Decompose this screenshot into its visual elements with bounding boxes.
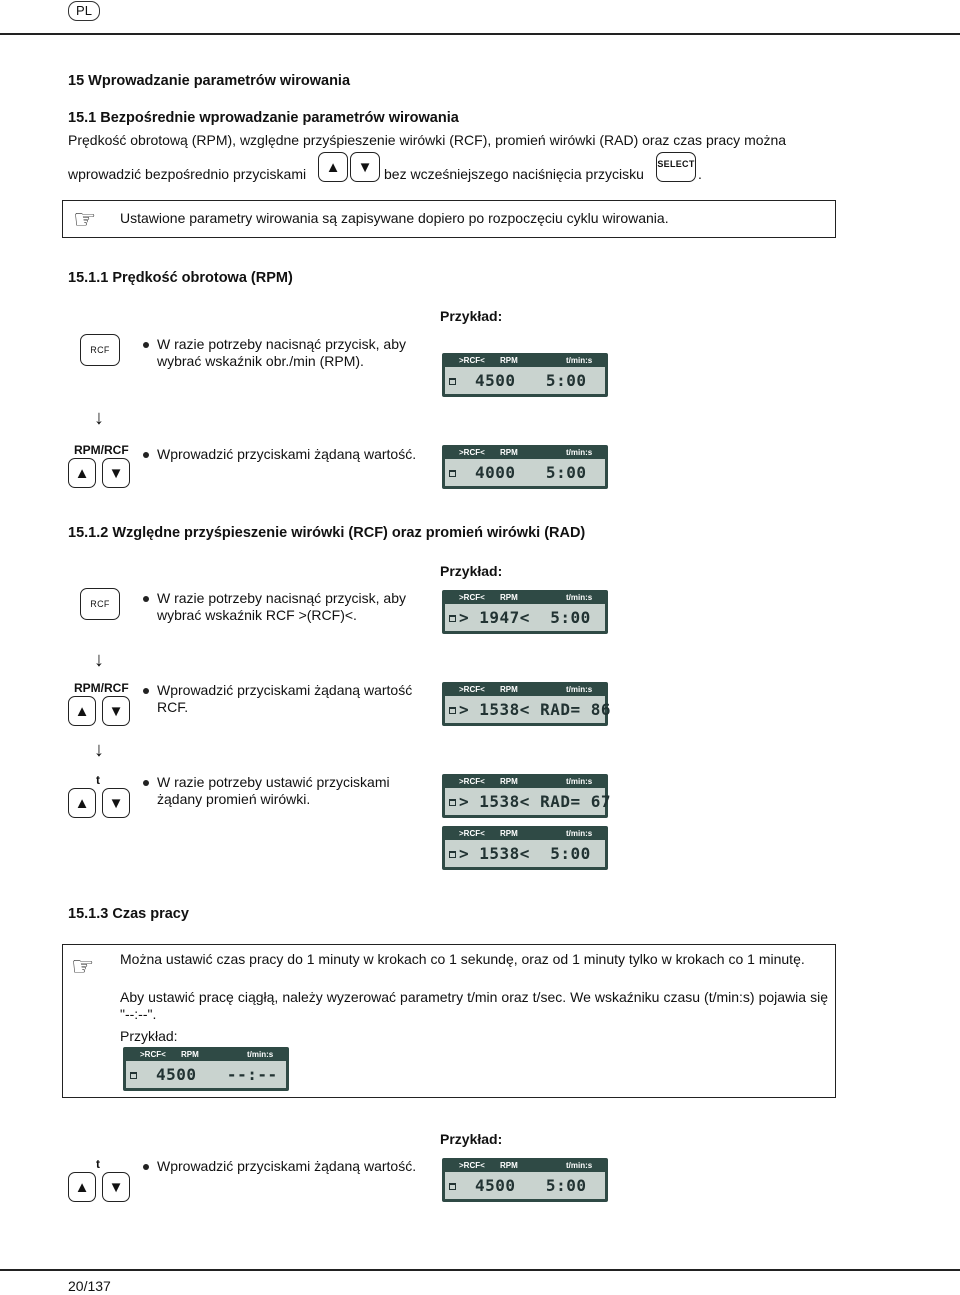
- step-select-rpm: W razie potrzeby nacisnąć przycisk, aby wybrać wskaźnik obr./min (RPM).: [157, 336, 427, 370]
- example-label: Przykład:: [440, 563, 503, 579]
- display-rpm-4500: [442, 353, 608, 397]
- lcd-value: 4500 5:00: [475, 1176, 587, 1195]
- lcd-rpm-header: RPM: [181, 1050, 199, 1059]
- up-arrow-icon: ▲: [325, 158, 341, 176]
- lcd-rcf-header: >RCF<: [459, 593, 485, 602]
- lcd-rcf-header: >RCF<: [459, 685, 485, 694]
- lcd-rcf-header: >RCF<: [459, 356, 485, 365]
- rotor-icon: [449, 799, 456, 806]
- pointing-hand-icon: ☞: [71, 951, 95, 981]
- lcd-value: > 1947< 5:00: [459, 608, 591, 627]
- lcd-time-header: t/min:s: [566, 356, 593, 365]
- up-arrow-icon: ▲: [74, 1178, 90, 1196]
- subsection-title: 15.1 Bezpośrednie wprowadzanie parametrów wirowania: [68, 110, 459, 126]
- step-enter-time: Wprowadzić przyciskami żądaną wartość.: [157, 1158, 437, 1175]
- lcd-rpm-header: RPM: [500, 1161, 518, 1170]
- lcd-rcf-header: >RCF<: [459, 829, 485, 838]
- up-arrow-icon: ▲: [74, 794, 90, 812]
- intro-line-2: wprowadzić bezpośrednio przyciskami: [68, 166, 307, 182]
- display-rcf-rad-86: [442, 682, 611, 726]
- note-example-label: Przykład:: [120, 1028, 178, 1044]
- lcd-time-header: t/min:s: [566, 829, 593, 838]
- down-arrow-icon: ▼: [108, 702, 124, 720]
- display-rpm-4000: [442, 445, 608, 489]
- display-rcf-1947: [442, 590, 608, 634]
- lcd-rcf-header: >RCF<: [459, 777, 485, 786]
- select-key: [656, 152, 696, 182]
- lcd-value: 4500 --:--: [156, 1065, 278, 1084]
- lcd-time-header: t/min:s: [566, 685, 593, 694]
- t-label: t: [96, 773, 100, 787]
- lcd-rpm-header: RPM: [500, 777, 518, 786]
- intro-line-2c: .: [698, 166, 702, 182]
- up-key: [68, 696, 96, 726]
- note-box: [62, 200, 836, 238]
- pointing-hand-icon: ☞: [73, 204, 97, 234]
- down-arrow-icon: ▼: [357, 158, 373, 176]
- up-key: [68, 458, 96, 488]
- lcd-rcf-header: >RCF<: [459, 1161, 485, 1170]
- note-paragraph-2: Aby ustawić pracę ciągłą, należy wyzerować parametry t/min oraz t/sec. We wskaźniku czasu (t/min:s) pojawia się "--:--".: [120, 989, 828, 1022]
- subsection-title-rpm: 15.1.1 Prędkość obrotowa (RPM): [68, 270, 293, 286]
- language-badge: PL: [68, 1, 100, 21]
- lcd-rpm-header: RPM: [500, 448, 518, 457]
- up-arrow-icon: ▲: [74, 702, 90, 720]
- up-arrow-icon: ▲: [74, 464, 90, 482]
- t-label: t: [96, 1157, 100, 1171]
- down-step-arrow-icon: ↓: [94, 407, 104, 429]
- rotor-icon: [449, 470, 456, 477]
- page-number: 20/137: [68, 1278, 111, 1294]
- down-key: [350, 152, 380, 182]
- lcd-time-header: t/min:s: [247, 1050, 274, 1059]
- rotor-icon: [449, 851, 456, 858]
- lcd-rpm-header: RPM: [500, 685, 518, 694]
- step-select-rcf: W razie potrzeby nacisnąć przycisk, aby wybrać wskaźnik RCF >(RCF)<.: [157, 590, 427, 624]
- lcd-value: 4000 5:00: [475, 463, 587, 482]
- down-step-arrow-icon: ↓: [94, 739, 104, 761]
- rpm-rcf-label: RPM/RCF: [74, 443, 129, 457]
- rotor-icon: [130, 1072, 137, 1079]
- down-arrow-icon: ▼: [108, 794, 124, 812]
- down-key: [102, 458, 130, 488]
- step-set-radius: W razie potrzeby ustawić przyciskami żądany promień wirówki.: [157, 774, 427, 808]
- down-step-arrow-icon: ↓: [94, 649, 104, 671]
- up-key: [68, 788, 96, 818]
- step-enter-rcf: Wprowadzić przyciskami żądaną wartość RCF.: [157, 682, 432, 716]
- display-time-500: [442, 1158, 608, 1202]
- select-key-label: SELECT: [657, 159, 695, 169]
- step-enter-value: Wprowadzić przyciskami żądaną wartość.: [157, 446, 437, 463]
- down-key: [102, 788, 130, 818]
- lcd-time-header: t/min:s: [566, 1161, 593, 1170]
- intro-line-2b: bez wcześniejszego naciśnięcia przycisku: [384, 166, 644, 182]
- up-key: [318, 152, 348, 182]
- lcd-time-header: t/min:s: [566, 593, 593, 602]
- note-paragraph-1: Można ustawić czas pracy do 1 minuty w krokach co 1 sekundę, oraz od 1 minuty tylko w krokach co 1 minutę.: [120, 951, 805, 967]
- rotor-icon: [449, 707, 456, 714]
- rcf-key-label: RCF: [90, 345, 110, 355]
- note-box-time: [62, 944, 836, 1098]
- note-text: Ustawione parametry wirowania są zapisywane dopiero po rozpoczęciu cyklu wirowania.: [120, 210, 669, 226]
- header-rule: [0, 33, 960, 35]
- lcd-rpm-header: RPM: [500, 829, 518, 838]
- lcd-rcf-header: >RCF<: [459, 448, 485, 457]
- lcd-value: 4500 5:00: [475, 371, 587, 390]
- down-key: [102, 696, 130, 726]
- rpm-rcf-label: RPM/RCF: [74, 681, 129, 695]
- rotor-icon: [449, 378, 456, 385]
- example-label: Przykład:: [440, 308, 503, 324]
- section-title: 15 Wprowadzanie parametrów wirowania: [68, 73, 351, 89]
- rcf-key: [80, 334, 120, 366]
- down-arrow-icon: ▼: [108, 464, 124, 482]
- down-key: [102, 1172, 130, 1202]
- lcd-value: > 1538< RAD= 86: [459, 700, 611, 719]
- display-rcf-1538: [442, 826, 608, 870]
- lcd-rcf-header: >RCF<: [140, 1050, 166, 1059]
- subsection-title-rcf: 15.1.2 Względne przyśpieszenie wirówki (RCF) oraz promień wirówki (RAD): [68, 525, 586, 541]
- lcd-rpm-header: RPM: [500, 356, 518, 365]
- lcd-time-header: t/min:s: [566, 448, 593, 457]
- rcf-key: [80, 588, 120, 620]
- display-rcf-rad-67: [442, 774, 611, 818]
- footer-rule: [0, 1269, 960, 1271]
- rcf-key-label: RCF: [90, 599, 110, 609]
- example-label: Przykład:: [440, 1131, 503, 1147]
- intro-line-1: Prędkość obrotową (RPM), względne przyśpieszenie wirówki (RCF), promień wirówki (RAD) oraz czas pracy można: [68, 132, 787, 148]
- subsection-title-time: 15.1.3 Czas pracy: [68, 906, 189, 922]
- rotor-icon: [449, 1183, 456, 1190]
- rotor-icon: [449, 615, 456, 622]
- lcd-value: > 1538< 5:00: [459, 844, 591, 863]
- down-arrow-icon: ▼: [108, 1178, 124, 1196]
- display-continuous: [123, 1047, 289, 1091]
- lcd-time-header: t/min:s: [566, 777, 593, 786]
- up-key: [68, 1172, 96, 1202]
- lcd-value: > 1538< RAD= 67: [459, 792, 611, 811]
- lcd-rpm-header: RPM: [500, 593, 518, 602]
